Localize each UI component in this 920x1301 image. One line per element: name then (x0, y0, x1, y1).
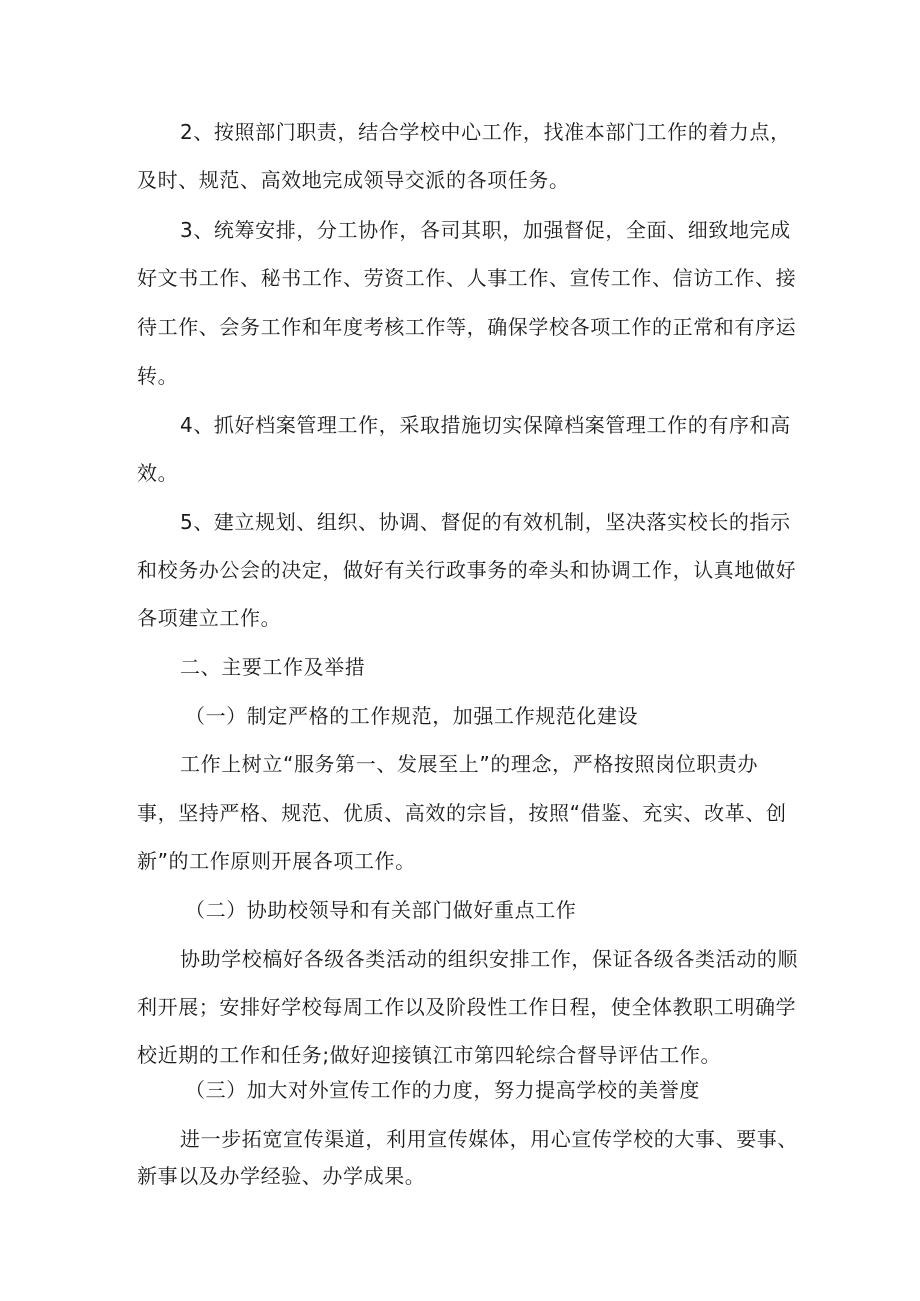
subsection-heading: （三）加大对外宣传工作的力度，努力提高学校的美誉度 (185, 1078, 700, 1102)
text-line: 工作上树立“服务第一、发展至上”的理念，严格按照岗位职责办 (180, 752, 759, 776)
text-line: 进一步拓宽宣传渠道，利用宣传媒体，用心宣传学校的大事、要事、 (180, 1127, 798, 1151)
text-line: 效。 (137, 461, 179, 485)
subsection-heading: （二）协助校领导和有关部门做好重点工作 (185, 898, 577, 922)
text-line: 事，坚持严格、规范、优质、高效的宗旨，按照“借鉴、充实、改革、创 (137, 801, 787, 825)
text-line: 利开展；安排好学校每周工作以及阶段性工作日程，使全体教职工明确学 (137, 995, 797, 1019)
text-line: 新”的工作原则开展各项工作。 (137, 849, 416, 873)
section-heading: 二、主要工作及举措 (180, 655, 366, 679)
text-line: 及时、规范、高效地完成领导交派的各项任务。 (137, 168, 570, 192)
text-line: 待工作、会务工作和年度考核工作等，确保学校各项工作的正常和有序运 (137, 315, 797, 339)
text-line: 好文书工作、秘书工作、劳资工作、人事工作、宣传工作、信访工作、接 (137, 266, 797, 290)
text-line: 4、抓好档案管理工作，采取措施切实保障档案管理工作的有序和高 (180, 413, 791, 437)
text-line: 转。 (137, 364, 179, 388)
text-line: 新事以及办学经验、办学成果。 (137, 1164, 426, 1188)
text-line: 协助学校槁好各级各类活动的组织安排工作，保证各级各类活动的顺 (180, 947, 798, 971)
text-line: 5、建立规划、组织、协调、督促的有效机制，坚决落实校长的指示 (180, 510, 791, 534)
text-line: 和校务办公会的决定，做好有关行政事务的牵头和协调工作，认真地做好 (137, 558, 797, 582)
text-line: 各项建立工作。 (137, 606, 282, 630)
text-line: 校近期的工作和任务;做好迎接镇江市第四轮综合督导评估工作。 (137, 1043, 722, 1067)
text-line: 2、按照部门职责，结合学校中心工作，找准本部门工作的着力点， (180, 120, 791, 144)
subsection-heading: （一）制定严格的工作规范，加强工作规范化建设 (185, 704, 639, 728)
text-line: 3、统筹安排，分工协作，各司其职，加强督促，全面、细致地完成 (180, 218, 791, 242)
